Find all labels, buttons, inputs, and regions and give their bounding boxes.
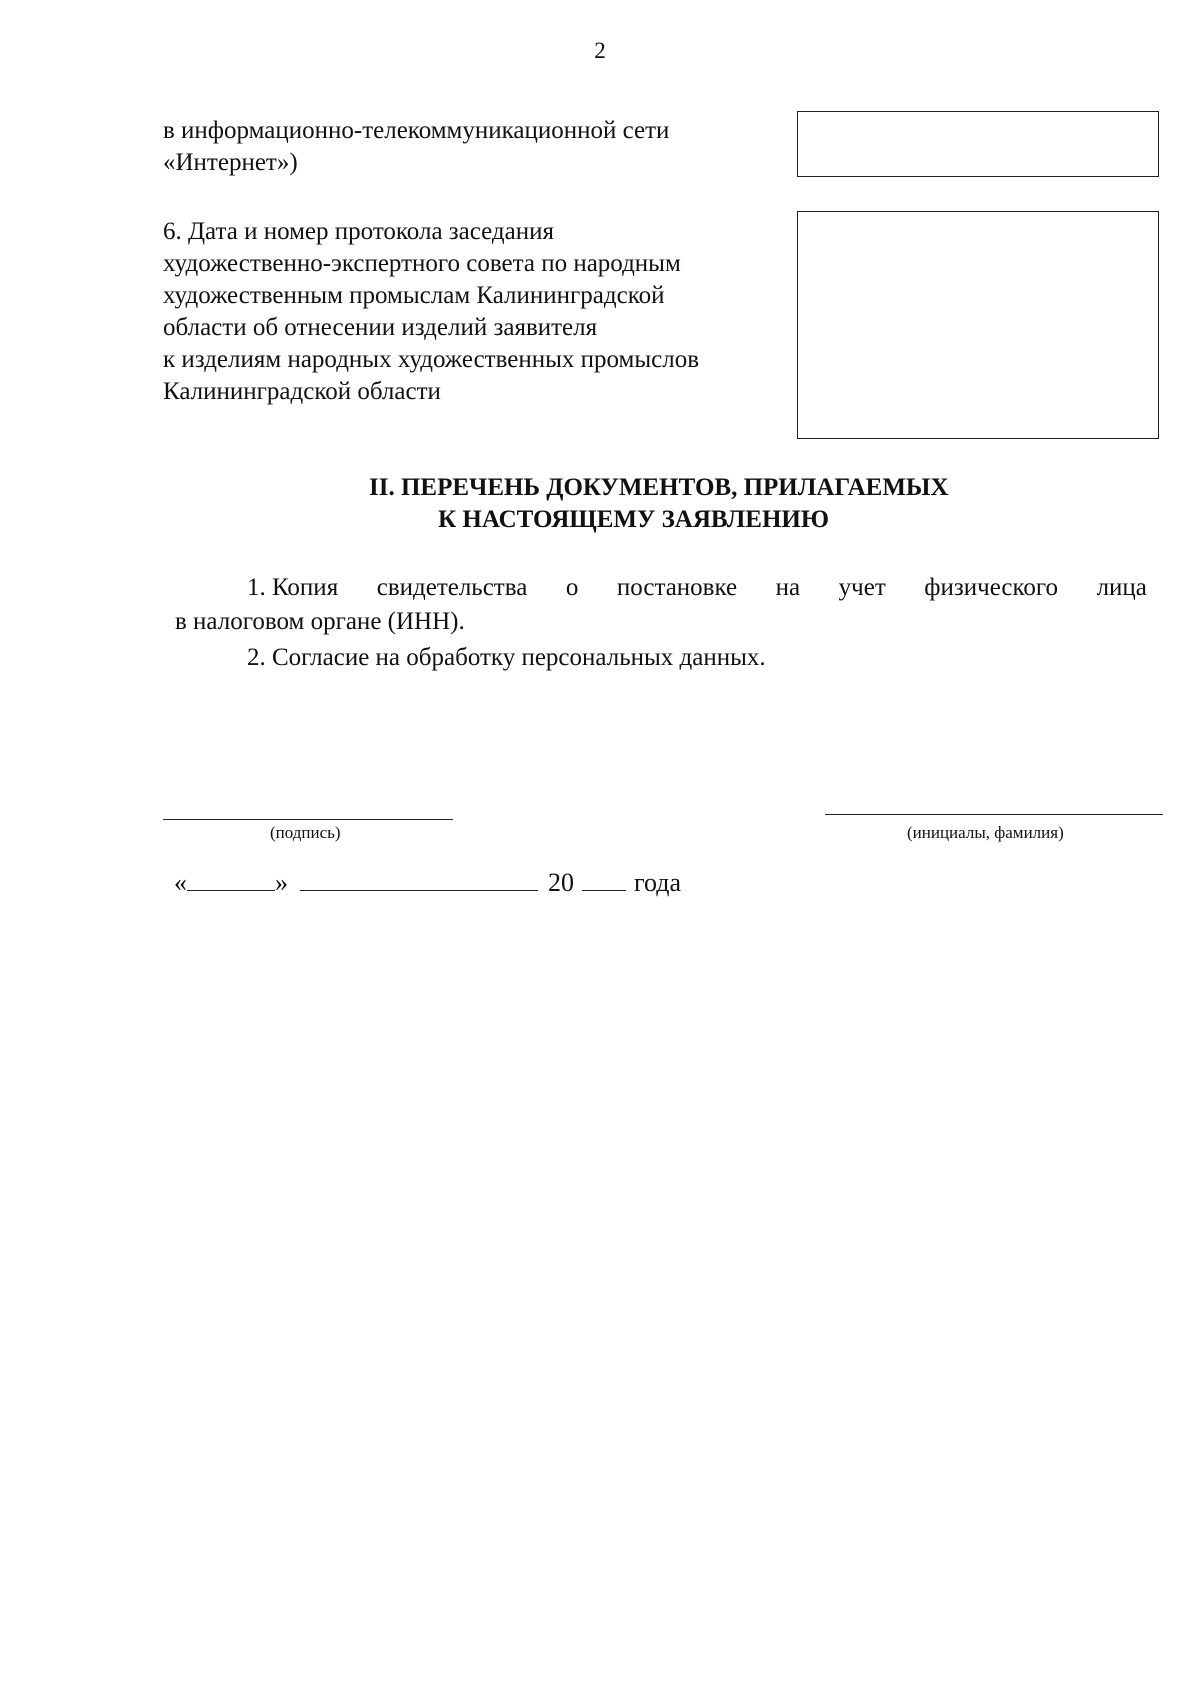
year-blank[interactable]	[582, 866, 626, 891]
list-item	[175, 571, 1147, 639]
day-blank[interactable]	[187, 866, 275, 891]
label-line: 6. Дата и номер протокола заседания	[163, 218, 555, 245]
century-text: 20	[548, 868, 574, 897]
month-blank[interactable]	[300, 866, 538, 891]
close-quote: »	[275, 868, 288, 897]
list-word: физического	[924, 574, 1059, 601]
year-suffix: года	[634, 868, 682, 897]
list-item-second-line: в налоговом органе (ИНН).	[175, 608, 465, 635]
label-line: области об отнесении изделий заявителя	[163, 314, 598, 341]
section-title-line-1: II. ПЕРЕЧЕНЬ ДОКУМЕНТОВ, ПРИЛАГАЕМЫХ	[369, 474, 949, 501]
label-line: к изделиям народных художественных промыслов	[163, 346, 700, 373]
list-word: свидетельства	[376, 574, 528, 601]
name-caption: (инициалы, фамилия)	[907, 823, 1064, 842]
label-line: Калининградской области	[163, 378, 441, 405]
list-word: на	[775, 574, 801, 601]
list-word: 1. Копия	[247, 574, 339, 601]
date-line	[174, 866, 681, 898]
field-5-answer-box[interactable]	[797, 111, 1159, 177]
page-number: 2	[594, 38, 606, 63]
label-line: «Интернет»)	[163, 149, 298, 176]
list-item: 2. Согласие на обработку персональных данных.	[247, 644, 766, 671]
list-word: постановке	[616, 574, 738, 601]
field-6-answer-box[interactable]	[797, 211, 1159, 439]
list-word: о	[565, 574, 579, 601]
label-line: в информационно-телекоммуникационной сети	[163, 117, 670, 144]
list-word: лица	[1096, 574, 1147, 601]
list-word: учет	[838, 574, 886, 601]
label-line: художественным промыслам Калининградской	[163, 282, 665, 309]
label-line: художественно-экспертного совета по народным	[163, 250, 681, 277]
documents-list	[175, 571, 1147, 675]
open-quote: «	[174, 868, 187, 897]
signature-caption: (подпись)	[270, 823, 341, 842]
list-item-first-line	[175, 571, 1147, 605]
field-6-label	[163, 216, 699, 408]
section-title-line-2: К НАСТОЯЩЕМУ ЗАЯВЛЕНИЮ	[438, 506, 829, 533]
signature-line[interactable]	[163, 819, 453, 820]
name-line[interactable]	[825, 814, 1163, 815]
field-5-label-continuation	[163, 115, 669, 179]
